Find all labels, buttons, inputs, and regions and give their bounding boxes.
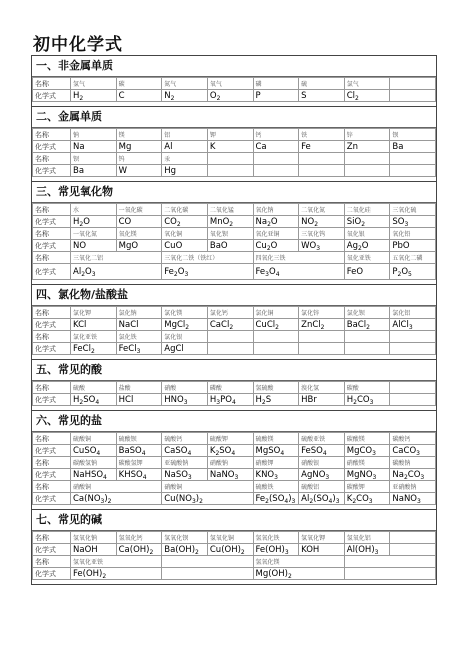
compound-name-cell: 一氧化碳 — [116, 204, 162, 216]
formula-cell: Na — [71, 141, 117, 153]
section-heading: 四、氯化物/盐酸盐 — [32, 284, 436, 306]
compound-name-cell: 氢气 — [71, 78, 117, 90]
formula-cell: $Cu(NO_3)_2$ — [162, 493, 253, 505]
compound-name-cell — [162, 556, 253, 568]
compound-name-cell: 氢氧化铝 — [344, 532, 390, 544]
compound-name-cell: 碳酸氢钠 — [71, 457, 117, 469]
formula-cell: NaHSO$_4$ — [71, 469, 117, 481]
compound-name-cell — [207, 153, 253, 165]
formula-label: 化学式 — [33, 568, 71, 580]
compound-name-cell: 硝酸钾 — [253, 457, 299, 469]
name-label: 名称 — [33, 153, 71, 165]
formula-cell: $K_2SO_4$ — [207, 445, 253, 457]
compound-name-cell: 氢氧化铜 — [207, 532, 253, 544]
compound-name-cell: 氧化镁 — [116, 228, 162, 240]
compound-name-cell: 汞 — [162, 153, 208, 165]
compound-name-cell: 三氧化二铁（铁红） — [162, 252, 253, 264]
formula-cell: Al — [162, 141, 208, 153]
compound-name-cell: 氯气 — [344, 78, 390, 90]
compound-name-cell: 氢氧化亚铁 — [71, 556, 162, 568]
name-row — [33, 382, 436, 394]
compound-name-cell: 钾 — [207, 129, 253, 141]
compound-name-cell: 硝酸铜 — [162, 481, 253, 493]
page-title: 初中化学式 — [33, 35, 123, 55]
compound-name-cell: 氢氧化镁 — [253, 556, 344, 568]
formula-cell: Zn — [344, 141, 390, 153]
compound-name-cell — [390, 78, 436, 90]
compound-name-cell: 五氧化二磷 — [390, 252, 436, 264]
formula-cell: BaSO$_4$ — [116, 445, 162, 457]
formula-cell — [299, 165, 345, 177]
name-row — [33, 556, 436, 568]
formula-label: 化学式 — [33, 264, 71, 280]
formula-cell: $NO_2$ — [299, 216, 345, 228]
compound-name-cell: 磷 — [253, 78, 299, 90]
formula-cell: $WO_3$ — [299, 240, 345, 252]
compound-name-cell: 磷酸 — [207, 382, 253, 394]
compound-name-cell: 盐酸 — [116, 382, 162, 394]
compound-name-cell: 三氧化钨 — [299, 228, 345, 240]
compound-name-cell: 二氧化硅 — [344, 204, 390, 216]
formula-cell: $Cu(OH)_2$ — [207, 544, 253, 556]
name-label: 名称 — [33, 307, 71, 319]
formula-cell: $Ba(OH)_2$ — [162, 544, 208, 556]
formula-cell: Ca — [253, 141, 299, 153]
formula-cell: KOH — [299, 544, 345, 556]
compound-name-cell: 氯化银 — [162, 331, 208, 343]
formula-cell — [299, 343, 345, 355]
compound-name-cell: 三氧化硫 — [390, 204, 436, 216]
formula-cell: AgNO$_3$ — [299, 469, 345, 481]
compound-name-cell: 氢氧化钠 — [71, 532, 117, 544]
formula-cell: FeO — [344, 264, 390, 280]
formula-cell: $Fe_3O_4$ — [253, 264, 344, 280]
compound-name-cell — [344, 331, 390, 343]
name-row — [33, 153, 436, 165]
formula-cell — [344, 568, 435, 580]
formula-cell: Fe — [299, 141, 345, 153]
formula-cell: C — [116, 90, 162, 102]
section-table — [32, 128, 436, 177]
section-table — [32, 531, 436, 580]
formula-cell: $Al(OH)_3$ — [344, 544, 390, 556]
compound-name-cell: 氧气 — [207, 78, 253, 90]
formula-cell — [390, 544, 436, 556]
compound-name-cell: 氧化银 — [344, 228, 390, 240]
formula-cell: MgNO$_3$ — [344, 469, 390, 481]
formula-cell: $Cu_2O$ — [253, 240, 299, 252]
formula-cell: $H_2S$ — [253, 394, 299, 406]
formula-cell: W — [116, 165, 162, 177]
formula-sheet — [31, 55, 437, 585]
compound-name-cell: 硫酸钡 — [116, 433, 162, 445]
formula-cell: PbO — [390, 240, 436, 252]
name-label: 名称 — [33, 252, 71, 264]
section-table — [32, 381, 436, 406]
formula-cell — [162, 568, 253, 580]
compound-name-cell: 碳酸 — [344, 382, 390, 394]
compound-name-cell: 碳酸钾 — [344, 481, 390, 493]
formula-cell — [390, 343, 436, 355]
formula-label: 化学式 — [33, 141, 71, 153]
formula-cell — [344, 343, 390, 355]
compound-name-cell: 氧化亚铜 — [253, 228, 299, 240]
compound-name-cell: 硫酸镁 — [253, 433, 299, 445]
compound-name-cell: 碳酸钠 — [390, 457, 436, 469]
formula-cell: CaSO$_4$ — [162, 445, 208, 457]
compound-name-cell — [344, 556, 435, 568]
compound-name-cell: 氯化钠 — [116, 307, 162, 319]
formula-cell: P — [253, 90, 299, 102]
compound-name-cell: 锌 — [344, 129, 390, 141]
compound-name-cell — [390, 153, 436, 165]
formula-cell: MgO — [116, 240, 162, 252]
formula-cell: FeSO$_4$ — [299, 445, 345, 457]
formula-row — [33, 264, 436, 280]
name-row — [33, 532, 436, 544]
formula-cell: CaCl$_2$ — [207, 319, 253, 331]
compound-name-cell: 氯化锌 — [299, 307, 345, 319]
compound-name-cell: 钠 — [71, 129, 117, 141]
name-label: 名称 — [33, 204, 71, 216]
formula-label: 化学式 — [33, 240, 71, 252]
compound-name-cell — [390, 382, 436, 394]
compound-name-cell: 氧化亚铁 — [344, 252, 390, 264]
compound-name-cell: 钡 — [390, 129, 436, 141]
formula-cell: Ba — [390, 141, 436, 153]
name-row — [33, 457, 436, 469]
compound-name-cell — [253, 331, 299, 343]
formula-cell: $Fe_2(SO_4)_3$ — [253, 493, 299, 505]
compound-name-cell: 钡 — [71, 153, 117, 165]
compound-name-cell: 氯化钡 — [344, 307, 390, 319]
name-row — [33, 252, 436, 264]
formula-cell: $N_2$ — [162, 90, 208, 102]
compound-name-cell: 溴化氢 — [299, 382, 345, 394]
formula-cell: $H_3PO_4$ — [207, 394, 253, 406]
name-row — [33, 129, 436, 141]
formula-cell: SiO$_2$ — [344, 216, 390, 228]
formula-cell: $P_2O_5$ — [390, 264, 436, 280]
section-table — [32, 306, 436, 355]
compound-name-cell: 铁 — [299, 129, 345, 141]
compound-name-cell: 硫酸亚铁 — [299, 433, 345, 445]
compound-name-cell: 硫 — [299, 78, 345, 90]
formula-cell: AlCl$_3$ — [390, 319, 436, 331]
formula-row — [33, 90, 436, 102]
compound-name-cell: 硝酸铜 — [71, 481, 162, 493]
name-label: 名称 — [33, 532, 71, 544]
section-heading: 六、常见的盐 — [32, 410, 436, 432]
compound-name-cell — [390, 331, 436, 343]
compound-name-cell: 氧化铜 — [162, 228, 208, 240]
compound-name-cell: 二氧化碳 — [162, 204, 208, 216]
formula-label: 化学式 — [33, 544, 71, 556]
formula-cell: $Al_2O_3$ — [71, 264, 162, 280]
formula-label: 化学式 — [33, 394, 71, 406]
name-row — [33, 331, 436, 343]
compound-name-cell: 硫酸 — [71, 382, 117, 394]
name-row — [33, 204, 436, 216]
section-heading: 七、常见的碱 — [32, 509, 436, 531]
formula-cell: $O_2$ — [207, 90, 253, 102]
compound-name-cell — [390, 532, 436, 544]
compound-name-cell: 氮气 — [162, 78, 208, 90]
formula-cell — [390, 90, 436, 102]
formula-row — [33, 445, 436, 457]
compound-name-cell: 硫酸铝 — [299, 481, 345, 493]
formula-cell: $SO_3$ — [390, 216, 436, 228]
compound-name-cell: 钙 — [253, 129, 299, 141]
compound-name-cell: 氢氧化钙 — [116, 532, 162, 544]
compound-name-cell: 铝 — [162, 129, 208, 141]
name-label: 名称 — [33, 382, 71, 394]
compound-name-cell — [299, 331, 345, 343]
formula-cell: NaNO$_3$ — [390, 493, 436, 505]
formula-cell — [253, 165, 299, 177]
compound-name-cell: 碳酸钙 — [390, 433, 436, 445]
formula-cell: CuCl$_2$ — [253, 319, 299, 331]
formula-cell: S — [299, 90, 345, 102]
formula-cell: NaSO$_3$ — [162, 469, 208, 481]
compound-name-cell: 硫酸铜 — [71, 433, 117, 445]
name-label: 名称 — [33, 228, 71, 240]
compound-name-cell — [344, 153, 390, 165]
compound-name-cell: 氢氧化钡 — [162, 532, 208, 544]
formula-row — [33, 319, 436, 331]
compound-name-cell: 硝酸银 — [299, 457, 345, 469]
formula-row — [33, 240, 436, 252]
formula-cell — [253, 343, 299, 355]
formula-cell: CuO — [162, 240, 208, 252]
section-heading: 五、常见的酸 — [32, 359, 436, 381]
compound-name-cell: 氯化铝 — [390, 307, 436, 319]
compound-name-cell — [253, 153, 299, 165]
name-label: 名称 — [33, 556, 71, 568]
formula-cell: $Ca(NO_3)_2$ — [71, 493, 162, 505]
formula-cell: FeCl$_2$ — [71, 343, 117, 355]
name-label: 名称 — [33, 331, 71, 343]
formula-cell: HCl — [116, 394, 162, 406]
formula-cell: BaCl$_2$ — [344, 319, 390, 331]
compound-name-cell: 氯化钾 — [71, 307, 117, 319]
formula-row — [33, 141, 436, 153]
compound-name-cell: 硫酸钾 — [207, 433, 253, 445]
formula-cell: NaOH — [71, 544, 117, 556]
compound-name-cell: 亚硫酸钠 — [162, 457, 208, 469]
compound-name-cell: 二氧化锰 — [207, 204, 253, 216]
compound-name-cell: 氢硫酸 — [253, 382, 299, 394]
formula-row — [33, 469, 436, 481]
compound-name-cell: 氢氧化铁 — [253, 532, 299, 544]
formula-cell: ZnCl$_2$ — [299, 319, 345, 331]
formula-cell — [390, 165, 436, 177]
section-heading: 三、常见氧化物 — [32, 181, 436, 203]
name-label: 名称 — [33, 129, 71, 141]
formula-cell: $Al_2(SO_4)_3$ — [299, 493, 345, 505]
formula-cell: $Mg(OH)_2$ — [253, 568, 344, 580]
compound-name-cell: 氯化钙 — [207, 307, 253, 319]
formula-cell: Hg — [162, 165, 208, 177]
name-row — [33, 228, 436, 240]
formula-label: 化学式 — [33, 319, 71, 331]
formula-cell: KCl — [71, 319, 117, 331]
formula-cell: $Na_2CO_3$ — [390, 469, 436, 481]
compound-name-cell: 氧化铅 — [390, 228, 436, 240]
formula-cell: $Cl_2$ — [344, 90, 390, 102]
compound-name-cell: 碳酸镁 — [344, 433, 390, 445]
formula-cell — [207, 343, 253, 355]
formula-cell: NaNO$_3$ — [207, 469, 253, 481]
formula-cell: Mg — [116, 141, 162, 153]
compound-name-cell: 硫酸铁 — [253, 481, 299, 493]
formula-row — [33, 568, 436, 580]
formula-cell: MnO$_2$ — [207, 216, 253, 228]
formula-cell: CaCO$_3$ — [390, 445, 436, 457]
compound-name-cell: 氯化铜 — [253, 307, 299, 319]
formula-cell: Ba — [71, 165, 117, 177]
formula-cell: $Fe(OH)_2$ — [71, 568, 162, 580]
formula-row — [33, 544, 436, 556]
formula-cell: MgSO$_4$ — [253, 445, 299, 457]
formula-cell: MgCl$_2$ — [162, 319, 208, 331]
formula-cell: $H_2CO_3$ — [344, 394, 390, 406]
formula-label: 化学式 — [33, 90, 71, 102]
formula-cell: $H_2$ — [71, 90, 117, 102]
compound-name-cell — [207, 331, 253, 343]
formula-cell: AgCl — [162, 343, 208, 355]
section-heading: 二、金属单质 — [32, 106, 436, 128]
formula-cell: $H_2O$ — [71, 216, 117, 228]
formula-cell: MgCO$_3$ — [344, 445, 390, 457]
compound-name-cell: 氯化镁 — [162, 307, 208, 319]
section-table — [32, 77, 436, 102]
formula-cell: K — [207, 141, 253, 153]
formula-cell — [207, 165, 253, 177]
formula-cell: $H_2SO_4$ — [71, 394, 117, 406]
compound-name-cell: 氯化亚铁 — [71, 331, 117, 343]
compound-name-cell: 硝酸钠 — [207, 457, 253, 469]
formula-cell: FeCl$_3$ — [116, 343, 162, 355]
compound-name-cell: 硫酸钙 — [162, 433, 208, 445]
formula-cell — [390, 394, 436, 406]
section-table — [32, 432, 436, 505]
formula-cell: $KNO_3$ — [253, 469, 299, 481]
formula-label: 化学式 — [33, 165, 71, 177]
formula-cell: CO — [116, 216, 162, 228]
compound-name-cell: 四氧化三铁 — [253, 252, 344, 264]
name-label: 名称 — [33, 457, 71, 469]
compound-name-cell: 钨 — [116, 153, 162, 165]
compound-name-cell: 镁 — [116, 129, 162, 141]
formula-cell: $Ag_2O$ — [344, 240, 390, 252]
name-label: 名称 — [33, 78, 71, 90]
formula-cell: $Na_2O$ — [253, 216, 299, 228]
compound-name-cell: 氧化钡 — [207, 228, 253, 240]
formula-cell — [344, 165, 390, 177]
compound-name-cell: 氢氧化钾 — [299, 532, 345, 544]
compound-name-cell: 一氧化氮 — [71, 228, 117, 240]
compound-name-cell: 碳 — [116, 78, 162, 90]
formula-cell: HBr — [299, 394, 345, 406]
compound-name-cell: 二氧化氮 — [299, 204, 345, 216]
formula-cell: $K_2CO_3$ — [344, 493, 390, 505]
formula-cell: NO — [71, 240, 117, 252]
formula-cell: CuSO$_4$ — [71, 445, 117, 457]
formula-cell: $KHSO_4$ — [116, 469, 162, 481]
name-label: 名称 — [33, 481, 71, 493]
compound-name-cell: 碳酸氢钾 — [116, 457, 162, 469]
name-row — [33, 307, 436, 319]
formula-cell: NaCl — [116, 319, 162, 331]
formula-cell: BaO — [207, 240, 253, 252]
formula-label: 化学式 — [33, 343, 71, 355]
formula-label: 化学式 — [33, 445, 71, 457]
name-row — [33, 481, 436, 493]
name-row — [33, 433, 436, 445]
formula-row — [33, 394, 436, 406]
compound-name-cell: 水 — [71, 204, 117, 216]
name-label: 名称 — [33, 433, 71, 445]
name-row — [33, 78, 436, 90]
formula-cell: $Fe_2O_3$ — [162, 264, 253, 280]
formula-label: 化学式 — [33, 493, 71, 505]
compound-name-cell: 氧化钠 — [253, 204, 299, 216]
formula-cell: $HNO_3$ — [162, 394, 208, 406]
compound-name-cell — [299, 153, 345, 165]
formula-cell: $Fe(OH)_3$ — [253, 544, 299, 556]
section-table — [32, 203, 436, 280]
formula-label: 化学式 — [33, 216, 71, 228]
compound-name-cell: 氯化铁 — [116, 331, 162, 343]
compound-name-cell: 硝酸 — [162, 382, 208, 394]
formula-row — [33, 493, 436, 505]
formula-row — [33, 216, 436, 228]
section-heading: 一、非金属单质 — [32, 56, 436, 77]
formula-cell: $CO_2$ — [162, 216, 208, 228]
formula-label: 化学式 — [33, 469, 71, 481]
compound-name-cell: 硝酸镁 — [344, 457, 390, 469]
formula-row — [33, 343, 436, 355]
formula-row — [33, 165, 436, 177]
compound-name-cell: 亚硝酸钠 — [390, 481, 436, 493]
formula-cell: $Ca(OH)_2$ — [116, 544, 162, 556]
compound-name-cell: 三氧化二铝 — [71, 252, 162, 264]
